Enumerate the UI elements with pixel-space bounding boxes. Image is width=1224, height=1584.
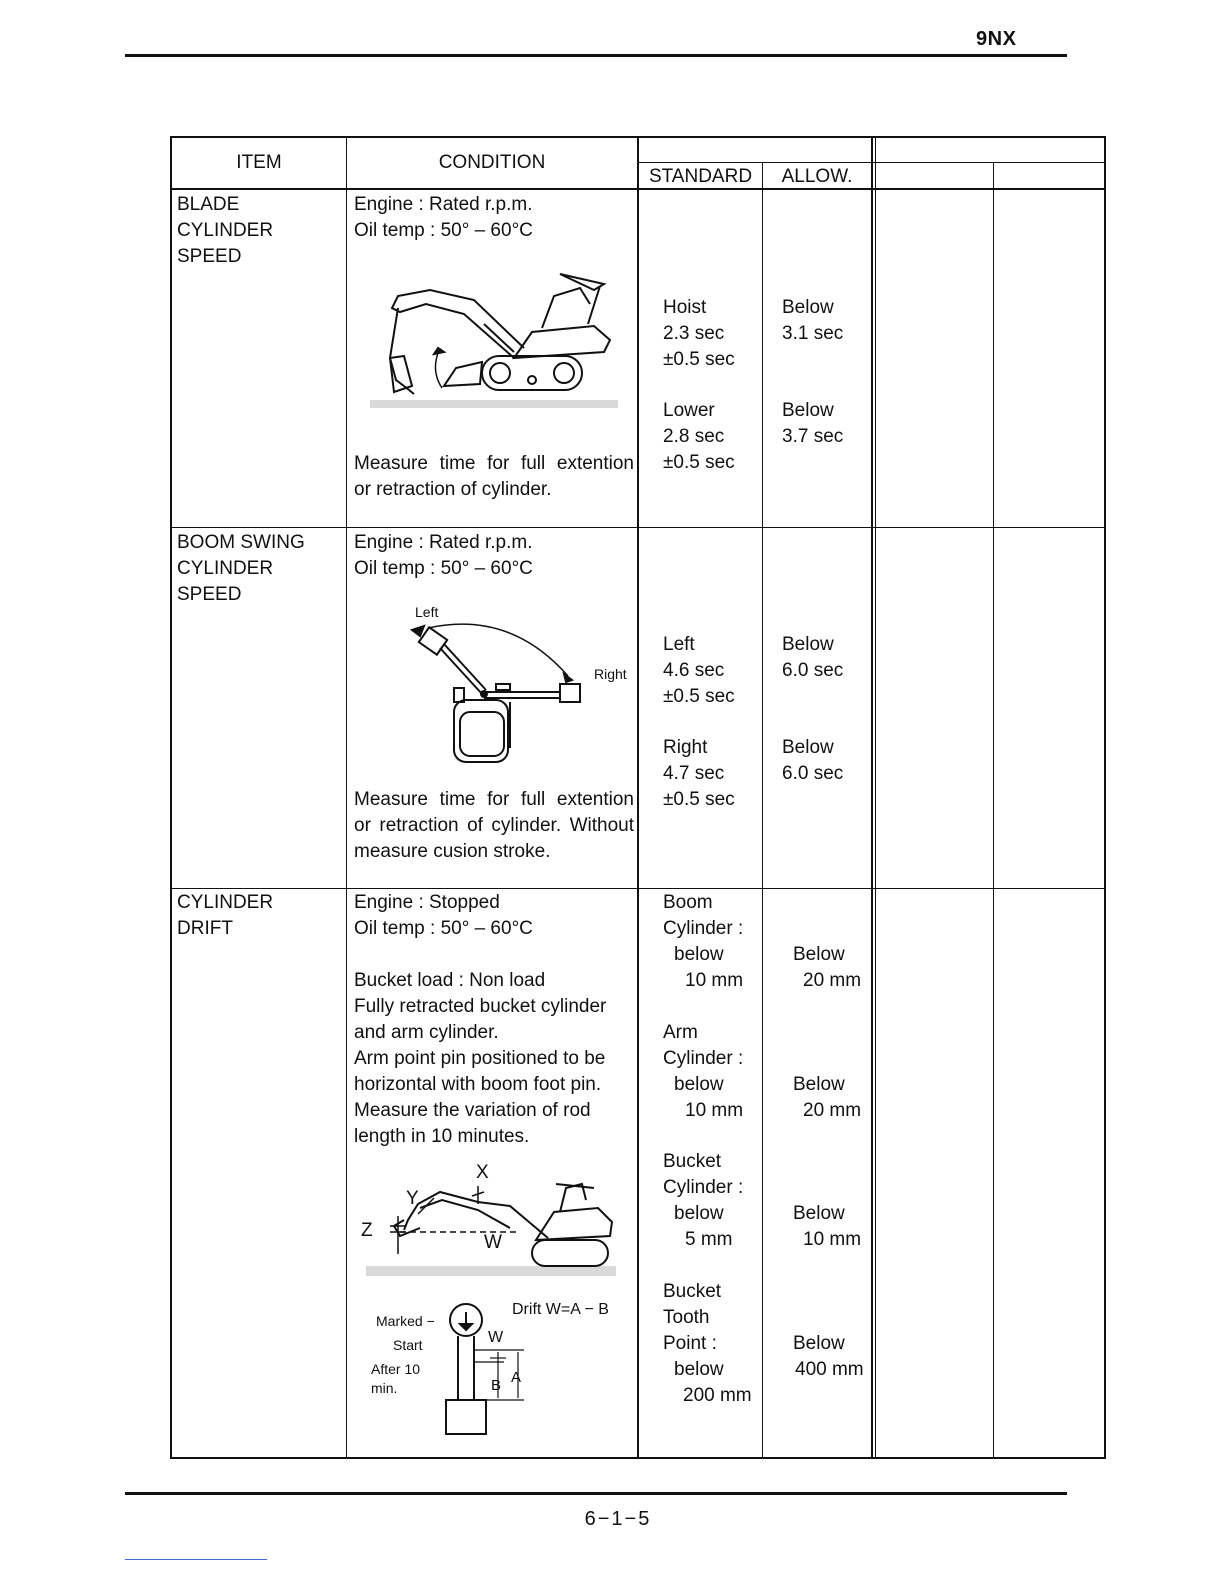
item-label: CYLINDER xyxy=(177,892,274,913)
header-standard: STANDARD xyxy=(648,166,753,187)
figure-label-after: After 10 xyxy=(371,1361,421,1377)
allow-value: 3.7 sec xyxy=(782,426,844,447)
allow-value: 20 mm xyxy=(803,1100,862,1121)
header-allow: ALLOW. xyxy=(781,166,853,187)
condition-text: length in 10 minutes. xyxy=(354,1126,530,1147)
standard-value: 10 mm xyxy=(685,1100,744,1121)
allow-value: 10 mm xyxy=(803,1229,862,1250)
condition-note: Measure time for full extention or retraction of cylinder. Without measure cusion stroke. xyxy=(354,789,634,862)
col-line xyxy=(875,136,876,1459)
standard-value: Tooth xyxy=(663,1307,710,1328)
drift-excavator-figure xyxy=(360,1170,620,1280)
allow-value: 6.0 sec xyxy=(782,763,844,784)
figure-label-b: B xyxy=(491,1377,502,1394)
item-label: CYLINDER xyxy=(177,220,274,241)
condition-text: Measure the variation of rod xyxy=(354,1100,591,1121)
header-condition: CONDITION xyxy=(438,152,546,173)
standard-value: ±0.5 sec xyxy=(663,452,735,473)
standard-value: 2.8 sec xyxy=(663,426,725,447)
standard-value: Hoist xyxy=(663,297,707,318)
header-rule xyxy=(125,54,1067,57)
item-label: SPEED xyxy=(177,584,242,605)
allow-value: 3.1 sec xyxy=(782,323,844,344)
footer-rule xyxy=(125,1492,1067,1495)
figure-label-w2: W xyxy=(488,1329,504,1346)
standard-value: Lower xyxy=(663,400,715,421)
allow-value: Below xyxy=(793,1203,845,1224)
standard-value: 200 mm xyxy=(683,1385,752,1406)
item-label: BOOM SWING xyxy=(177,532,305,553)
figure-label-start: Start xyxy=(393,1337,423,1353)
allow-value: Below xyxy=(793,1074,845,1095)
item-label: CYLINDER xyxy=(177,558,274,579)
item-label: DRIFT xyxy=(177,918,233,939)
condition-text: Engine : Rated r.p.m. xyxy=(354,532,533,553)
allow-value: 6.0 sec xyxy=(782,660,844,681)
col-line xyxy=(637,136,639,1459)
allow-value: 400 mm xyxy=(795,1359,864,1380)
figure-label-w: W xyxy=(484,1232,502,1253)
item-label: BLADE xyxy=(177,194,240,215)
standard-value: Bucket xyxy=(663,1281,722,1302)
figure-label-x: X xyxy=(476,1162,489,1183)
standard-value: 4.7 sec xyxy=(663,763,725,784)
condition-text: Arm point pin positioned to be xyxy=(354,1048,606,1069)
condition-text: Fully retracted bucket cylinder xyxy=(354,996,607,1017)
col-line xyxy=(346,136,347,1459)
link-underline xyxy=(125,1559,267,1560)
standard-value: Cylinder : xyxy=(663,918,744,939)
standard-value: Left xyxy=(663,634,695,655)
condition-text: Oil temp : 50° – 60°C xyxy=(354,918,533,939)
standard-value: Arm xyxy=(663,1022,698,1043)
figure-label-right: Right xyxy=(594,666,627,682)
page-number: 6−1−5 xyxy=(584,1508,652,1530)
allow-value: Below xyxy=(782,297,834,318)
standard-value: Cylinder : xyxy=(663,1177,744,1198)
standard-value: ±0.5 sec xyxy=(663,686,735,707)
standard-value: below xyxy=(674,1359,724,1380)
figure-label-z: Z xyxy=(361,1220,373,1241)
standard-value: 10 mm xyxy=(685,970,744,991)
standard-value: Cylinder : xyxy=(663,1048,744,1069)
figure-label-a: A xyxy=(511,1369,522,1386)
col-line xyxy=(170,136,172,1459)
col-line xyxy=(762,162,763,1459)
allow-value: 20 mm xyxy=(803,970,862,991)
condition-text: Engine : Stopped xyxy=(354,892,500,913)
standard-value: 4.6 sec xyxy=(663,660,725,681)
standard-value: 5 mm xyxy=(685,1229,733,1250)
document-code: 9NX xyxy=(976,28,1017,50)
boom-swing-figure xyxy=(400,618,600,768)
allow-value: Below xyxy=(793,944,845,965)
allow-value: Below xyxy=(782,634,834,655)
condition-note: Measure time for full extention or retraction of cylinder. xyxy=(354,453,634,500)
col-line xyxy=(871,136,873,1459)
col-line xyxy=(1104,136,1106,1459)
figure-label-left: Left xyxy=(415,604,439,620)
allow-value: Below xyxy=(793,1333,845,1354)
figure-label-min: min. xyxy=(371,1380,398,1396)
figure-label-y: Y xyxy=(406,1188,419,1209)
figure-label-drift-formula: Drift W=A − B xyxy=(512,1301,609,1318)
standard-value: Point : xyxy=(663,1333,717,1354)
condition-text: Oil temp : 50° – 60°C xyxy=(354,220,533,241)
standard-value: below xyxy=(674,1074,724,1095)
condition-text: horizontal with boom foot pin. xyxy=(354,1074,602,1095)
condition-text: Bucket load : Non load xyxy=(354,970,546,991)
standard-value: Boom xyxy=(663,892,713,913)
standard-value: ±0.5 sec xyxy=(663,349,735,370)
header-item: ITEM xyxy=(236,152,282,173)
condition-text: Engine : Rated r.p.m. xyxy=(354,194,533,215)
item-label: SPEED xyxy=(177,246,242,267)
figure-label-marked: Marked − xyxy=(376,1313,435,1329)
standard-value: 2.3 sec xyxy=(663,323,725,344)
standard-value: Bucket xyxy=(663,1151,722,1172)
col-line xyxy=(993,162,994,1459)
condition-text: Oil temp : 50° – 60°C xyxy=(354,558,533,579)
allow-value: Below xyxy=(782,400,834,421)
allow-value: Below xyxy=(782,737,834,758)
standard-value: Right xyxy=(663,737,708,758)
condition-text: and arm cylinder. xyxy=(354,1022,499,1043)
standard-value: below xyxy=(674,1203,724,1224)
standard-value: below xyxy=(674,944,724,965)
standard-value: ±0.5 sec xyxy=(663,789,735,810)
blade-excavator-figure xyxy=(364,268,624,418)
